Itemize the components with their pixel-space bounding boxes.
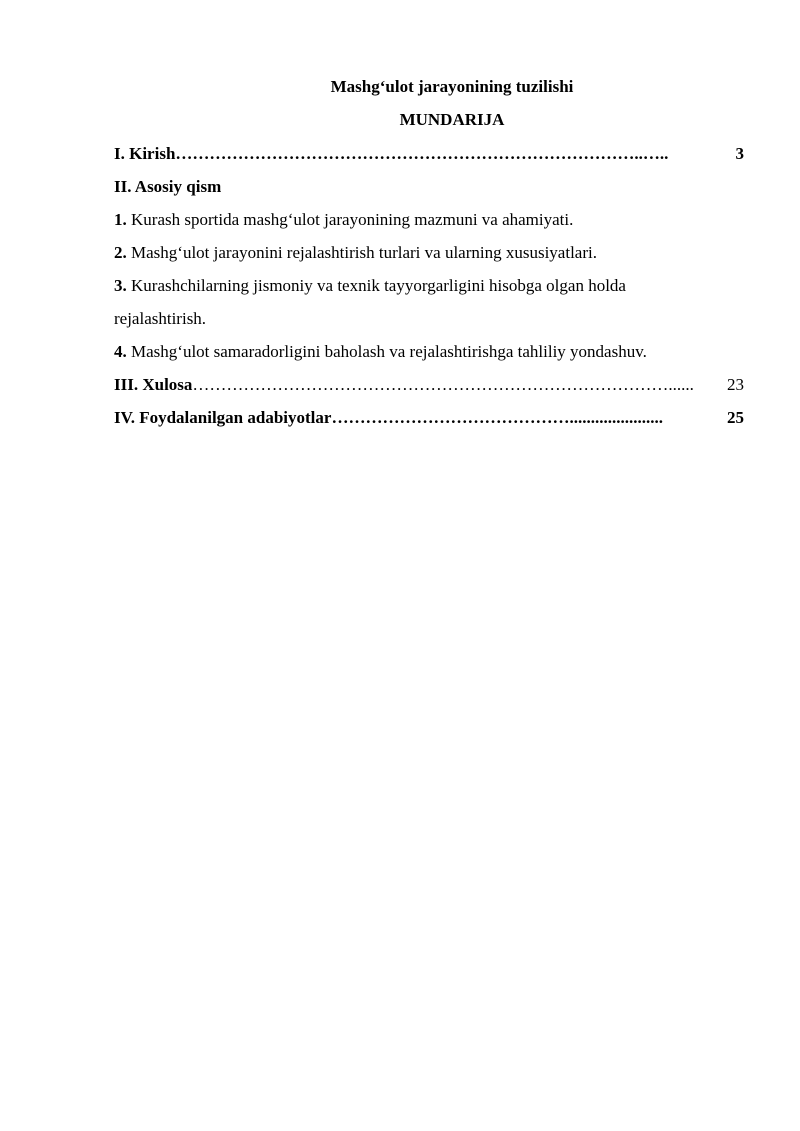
toc-entry-references: [114, 405, 744, 438]
toc-dot-leader: ……………………………………......................: [331, 408, 663, 427]
toc-entry-label: IV. Foydalanilgan adabiyotlar: [114, 408, 332, 427]
toc-subentry: [114, 273, 744, 306]
table-of-contents: [114, 141, 744, 438]
toc-subentry: [114, 240, 744, 273]
toc-subentry-number: 3.: [114, 276, 127, 295]
toc-dot-leader: …………………………………………………………………………......: [192, 375, 694, 394]
toc-subentry-number: 4.: [114, 342, 127, 361]
toc-subentry-text: Mashg‘ulot jarayonini rejalashtirish turlari va ularning xususiyatlari.: [126, 243, 597, 262]
contents-heading: MUNDARIJA: [399, 110, 505, 129]
toc-entry-label: III. Xulosa: [114, 375, 193, 394]
toc-entry-main-part: [114, 174, 744, 207]
toc-subentry: [114, 207, 744, 240]
toc-subentry-text: Kurashchilarning jismoniy va texnik tayyorgarligini hisobga olgan holda: [126, 276, 626, 295]
toc-subentry-number: 1.: [114, 210, 127, 229]
toc-page-number: 25: [727, 408, 744, 427]
toc-entry-conclusion: [114, 372, 744, 405]
toc-entry-intro: [114, 141, 744, 174]
toc-entry-label: II. Asosiy qism: [114, 177, 222, 196]
toc-page-number: 3: [735, 144, 744, 163]
toc-subentry-number: 2.: [114, 243, 127, 262]
toc-subentry-text: Mashg‘ulot samaradorligini baholash va rejalashtirishga tahliliy yondashuv.: [126, 342, 647, 361]
toc-subentry-continuation: [114, 306, 744, 339]
toc-subentry-text: Kurash sportida mashg‘ulot jarayonining mazmuni va ahamiyati.: [126, 210, 574, 229]
toc-page-number: 23: [727, 375, 744, 394]
toc-dot-leader: ………………………………………………………………………..…..: [175, 144, 669, 163]
document-title: Mashg‘ulot jarayonining tuzilishi: [330, 77, 574, 96]
toc-subentry: [114, 339, 744, 372]
toc-subentry-text: rejalashtirish.: [114, 309, 207, 328]
toc-entry-label: I. Kirish: [114, 144, 176, 163]
